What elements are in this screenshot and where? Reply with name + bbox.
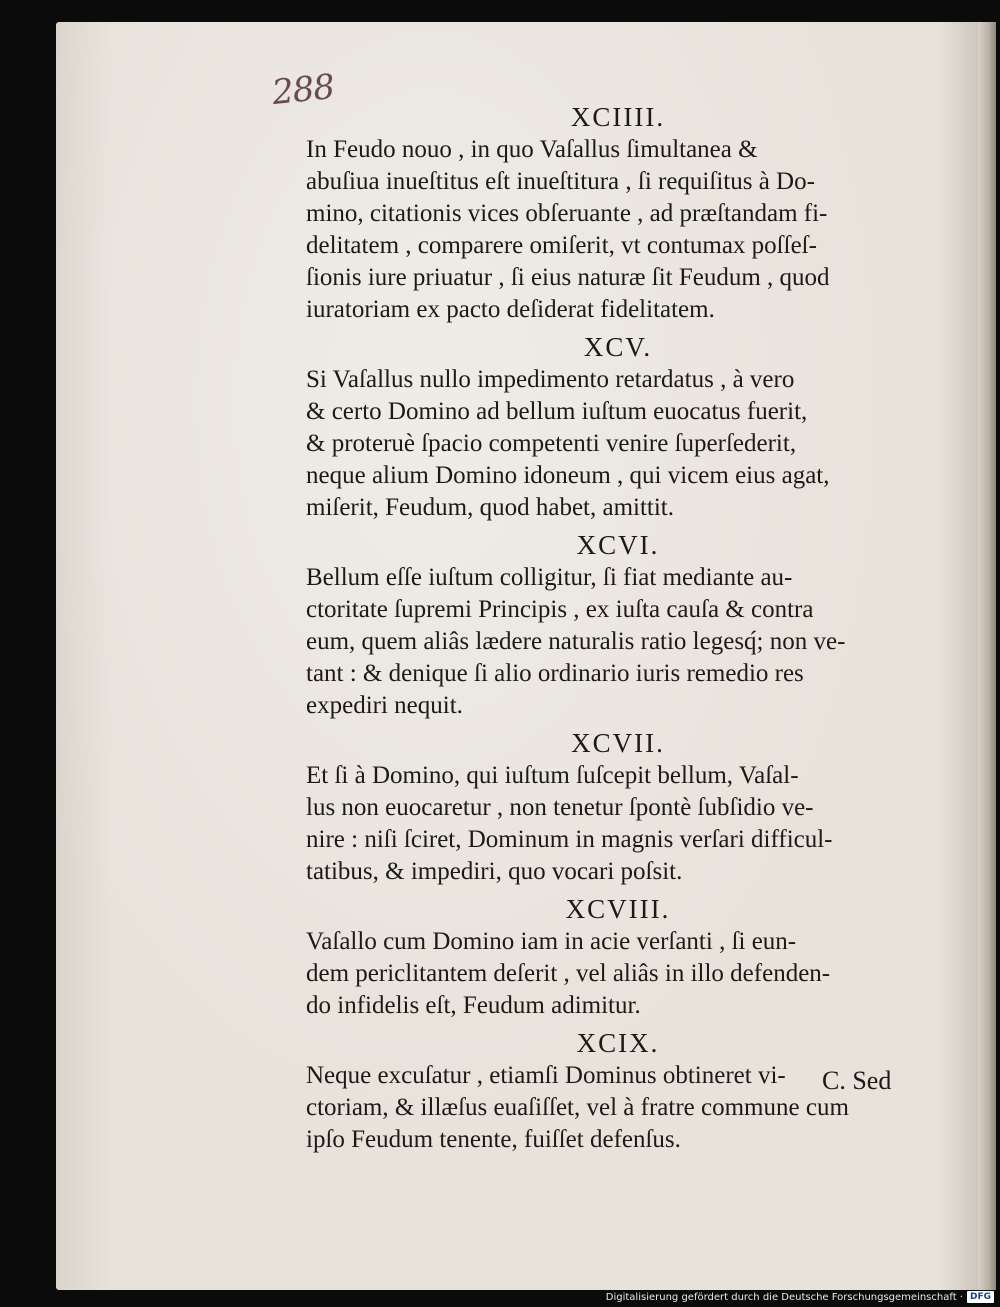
text-line: tatibus, & impediri, quo vocari poſsit. — [306, 858, 683, 885]
text-line: In Feudo nouo , in quo Vaſallus ſimultanea & — [306, 136, 758, 163]
text-line: expediri nequit. — [306, 692, 463, 719]
footer-credit: Digitalisierung gefördert durch die Deutsche Forschungsgemeinschaft · — [605, 1291, 963, 1303]
digitization-footer — [606, 1289, 994, 1305]
text-line: nire : niſi ſciret, Dominum in magnis verſari difficul- — [306, 826, 833, 853]
section-heading: XCVIII. — [565, 894, 671, 924]
section-heading: XCIX. — [576, 1028, 660, 1058]
text-line: ſionis iure priuatur , ſi eius naturæ ſit Feudum , quod — [306, 264, 830, 291]
page-spine — [978, 22, 996, 1290]
text-line: Vaſallo cum Domino iam in acie verſanti , ſi eun- — [306, 928, 797, 955]
text-line: Bellum eſſe iuſtum colligitur, ſi fiat mediante au- — [306, 564, 793, 591]
text-line: neque alium Domino idoneum , qui vicem eius agat, — [306, 462, 830, 489]
text-line: ctoritate ſupremi Principis , ex iuſta cauſa & contra — [306, 596, 814, 623]
text-line: Et ſi à Domino, qui iuſtum ſuſcepit bellum, Vaſal- — [306, 762, 799, 789]
section-paragraph — [306, 134, 906, 326]
page-text-body — [306, 100, 906, 1160]
text-line: ipſo Feudum tenente, fuiſſet defenſus. — [306, 1126, 681, 1153]
section-heading: XCVI. — [576, 530, 660, 560]
section-heading: XCIIII. — [570, 102, 666, 132]
section-paragraph — [306, 760, 906, 888]
section-heading: XCV. — [583, 332, 653, 362]
text-line: dem periclitantem deſerit , vel aliâs in illo defenden- — [306, 960, 831, 987]
handwritten-page-number: 288 — [270, 66, 336, 114]
section-heading: XCVII. — [571, 728, 665, 758]
text-line: & proteruè ſpacio competenti venire ſuperſederit, — [306, 430, 797, 457]
text-line: mino, citationis vices obſeruante , ad præſtandam fi- — [306, 200, 828, 227]
text-line: & certo Domino ad bellum iuſtum euocatus fuerit, — [306, 398, 808, 425]
text-line: tant : & denique ſi alio ordinario iuris remedio res — [306, 660, 804, 687]
catchword: C. Sed — [822, 1066, 892, 1095]
text-line: abuſiua inueſtitus eſt inueſtitura , ſi requiſitus à Do- — [306, 168, 815, 195]
text-line: delitatem , comparere omiſerit, vt contumax poſſeſ- — [306, 232, 817, 259]
section-paragraph — [306, 1060, 906, 1156]
section-paragraph — [306, 364, 906, 524]
text-line: eum, quem aliâs lædere naturalis ratio legesq́; non ve- — [306, 628, 846, 655]
section-paragraph — [306, 926, 906, 1022]
text-line: Neque excuſatur , etiamſi Dominus obtineret vi- — [306, 1062, 786, 1089]
text-line: miſerit, Feudum, quod habet, amittit. — [306, 494, 675, 521]
text-line: Si Vaſallus nullo impedimento retardatus , à vero — [306, 366, 795, 393]
section-paragraph — [306, 562, 906, 722]
text-line: do infidelis eſt, Feudum adimitur. — [306, 992, 641, 1019]
dfg-logo-icon: DFG — [967, 1291, 994, 1303]
text-line: lus non euocaretur , non tenetur ſpontè ſubſidio ve- — [306, 794, 814, 821]
text-line: iuratoriam ex pacto deſiderat fidelitatem. — [306, 296, 715, 323]
text-line: ctoriam, & illæſus euaſiſſet, vel à fratre commune cum — [306, 1094, 849, 1121]
